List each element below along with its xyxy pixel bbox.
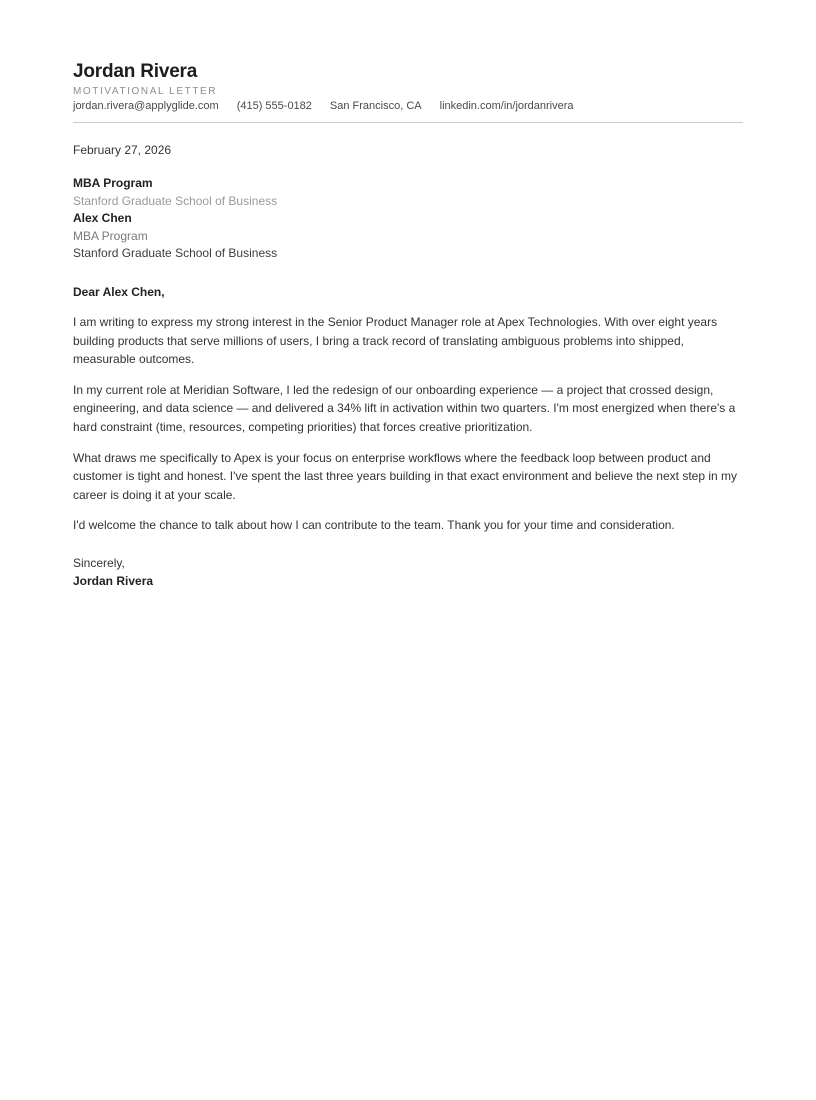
document-type-label: MOTIVATIONAL LETTER (73, 86, 218, 97)
contact-location: San Francisco, CA (329, 100, 422, 112)
recipient-block (73, 175, 743, 263)
salutation: Dear Alex Chen, (73, 284, 165, 299)
signature-name: Jordan Rivera (73, 574, 154, 589)
closing-phrase: Sincerely, (73, 555, 125, 570)
body-paragraph-4: I'd welcome the chance to talk about how I can contribute to the team. Thank you for your time and consideration. (73, 518, 675, 533)
contact-linkedin: linkedin.com/in/jordanrivera (439, 100, 574, 112)
contact-phone: (415) 555-0182 (236, 100, 312, 112)
body-paragraph-2: In my current role at Meridian Software, I led the redesign of our onboarding experience — a project that crossed design, engineering, and data science — and delivered a 34% lift in activation within two quarters. I'm most energized when there's a hard constraint (time, resources, competing priorities) that forces creative prioritization. (73, 382, 736, 434)
recipient-school: Stanford Graduate School of Business (73, 193, 278, 208)
recipient-organization: Stanford Graduate School of Business (73, 246, 278, 260)
recipient-title: MBA Program (73, 228, 148, 243)
header-divider (73, 122, 743, 123)
letter-date: February 27, 2026 (73, 143, 172, 157)
recipient-program: MBA Program (73, 176, 153, 190)
body-paragraph-3: What draws me specifically to Apex is your focus on enterprise workflows where the feedback loop between product and customer is tight and honest. I've spent the last three years building in that exact environment and believe the next step in my career is doing it at your scale. (73, 450, 738, 502)
author-name: Jordan Rivera (73, 61, 198, 82)
recipient-name: Alex Chen (73, 211, 132, 225)
closing-block (73, 554, 743, 591)
letter-header (73, 60, 743, 123)
contact-email: jordan.rivera@applyglide.com (73, 100, 219, 112)
contact-row (73, 99, 743, 113)
body-paragraph-1: I am writing to express my strong interest in the Senior Product Manager role at Apex Technologies. With over eight years building products that serve millions of users, I bring a track record of translating ambiguous problems into shipped, measurable outcomes. (73, 315, 718, 367)
letter-body (73, 141, 743, 591)
